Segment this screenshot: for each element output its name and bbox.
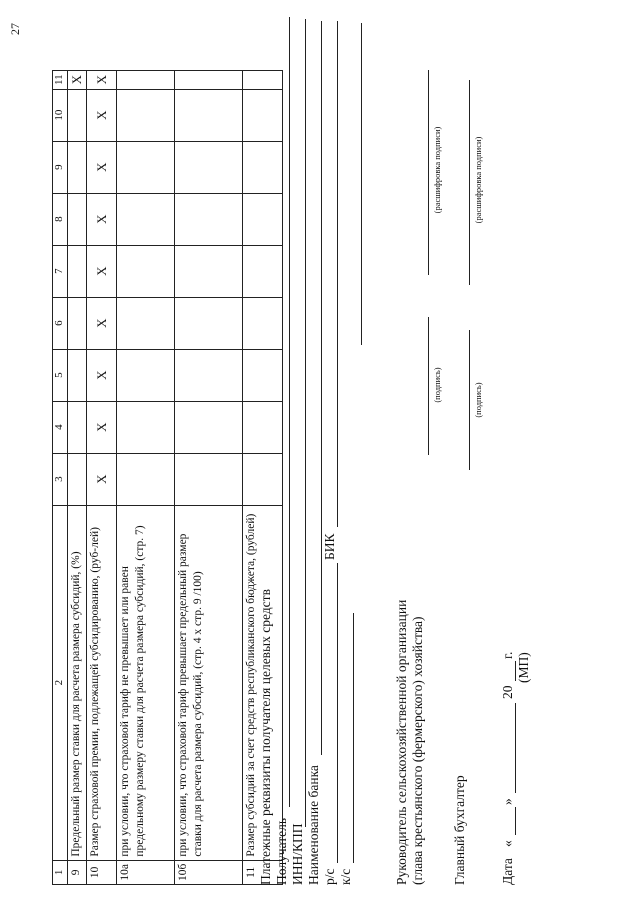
column-header: 3 (53, 453, 68, 505)
date-year-suffix: г. (500, 651, 515, 659)
settlement-account-label: р/с (322, 868, 337, 885)
chief-accountant-label: Главный бухгалтер (452, 775, 467, 885)
table-cell (243, 70, 283, 89)
date-month-line (515, 703, 516, 793)
head-decoding-line (428, 70, 429, 275)
table-cell (68, 401, 87, 453)
table-cell (68, 193, 87, 245)
bik-label: БИК (322, 533, 337, 560)
table-cell (68, 141, 87, 193)
stamp-placeholder: (МП) (516, 652, 531, 683)
table-cell (243, 193, 283, 245)
table-cell (117, 401, 175, 453)
table-cell: X (87, 193, 117, 245)
table-cell (117, 297, 175, 349)
date-close-quote: » (500, 798, 515, 805)
requisites-heading: Платежные реквизиты получателя целевых средств (258, 589, 273, 885)
column-header: 11 (53, 70, 68, 89)
head-decoding-caption: (расшифровка подписи) (432, 126, 442, 214)
table-row (175, 70, 243, 884)
recipient-label: Получатель (274, 817, 289, 885)
row-label: Размер субсидий за счет средств республиканского бюджета, (рублей) (243, 505, 283, 860)
table-cell (117, 453, 175, 505)
date-open-quote: « (500, 840, 515, 847)
column-header: 6 (53, 297, 68, 349)
table-cell (175, 453, 243, 505)
table-cell (175, 297, 243, 349)
inn-kpp-label: ИНН/КПП (290, 823, 305, 885)
row-number: 9 (68, 860, 87, 884)
table-cell (175, 70, 243, 89)
table-cell: X (87, 401, 117, 453)
head-title-line2: (глава крестьянского (фермерского) хозяйства) (410, 616, 425, 885)
head-title-line1: Руководитель сельскохозяйственной организации (394, 599, 409, 885)
correspondent-account-line-extra (361, 23, 362, 345)
table-cell (117, 141, 175, 193)
table-cell (175, 193, 243, 245)
table-cell (175, 89, 243, 141)
row-label: Предельный размер ставки для расчета размера субсидий, (%) (68, 505, 87, 860)
table-cell (243, 401, 283, 453)
bank-name-label: Наименование банка (306, 765, 321, 885)
subsidy-calculation-table (52, 70, 283, 885)
table-cell (175, 401, 243, 453)
column-header: 4 (53, 401, 68, 453)
table-cell (68, 453, 87, 505)
table-row (117, 70, 175, 884)
row-number: 10б (175, 860, 243, 884)
accountant-signature-caption: (подпись) (473, 382, 483, 418)
row-number: 10а (117, 860, 175, 884)
table-cell: X (87, 453, 117, 505)
table-cell (117, 89, 175, 141)
bank-name-line (321, 21, 322, 755)
table-cell (68, 297, 87, 349)
page-number: 27 (8, 23, 22, 35)
table-cell: X (87, 349, 117, 401)
row-label: Размер страховой премии, подлежащей субсидированию, (руб-лей) (87, 505, 117, 860)
correspondent-account-label: к/с (338, 868, 353, 885)
table-cell (68, 89, 87, 141)
head-signature-caption: (подпись) (432, 367, 442, 403)
date-day-line (515, 807, 516, 835)
table-cell (68, 349, 87, 401)
row-label: при условии, что страховой тариф превышает предельный размер ставки для расчета размера субсидий, (стр. 4 x стр. 9 /100) (175, 505, 243, 860)
table-cell (175, 141, 243, 193)
row-number: 10 (87, 860, 117, 884)
accountant-signature-line (469, 330, 470, 470)
table-cell: X (87, 245, 117, 297)
table-cell (243, 297, 283, 349)
column-header: 8 (53, 193, 68, 245)
recipient-line (289, 17, 290, 807)
table-cell (117, 349, 175, 401)
table-cell: X (68, 70, 87, 89)
table-cell (243, 141, 283, 193)
row-number: 11 (243, 860, 283, 884)
column-header: 1 (53, 860, 68, 884)
accountant-decoding-line (469, 80, 470, 285)
table-cell (117, 245, 175, 297)
table-cell (243, 453, 283, 505)
table-cell (175, 349, 243, 401)
table-row (87, 70, 117, 884)
table-cell (243, 245, 283, 297)
table-cell (117, 193, 175, 245)
head-signature-line (428, 317, 429, 455)
row-label: при условии, что страховой тариф не превышает или равен предельному размеру ставки для расчета размера субсидий, (стр. 7) (117, 505, 175, 860)
settlement-account-line (337, 563, 338, 863)
date-label: Дата (500, 858, 515, 885)
table-cell (175, 245, 243, 297)
date-year-prefix: 20 (500, 685, 515, 699)
column-header: 2 (53, 505, 68, 860)
column-header: 9 (53, 141, 68, 193)
bik-line (337, 21, 338, 527)
table-cell: X (87, 141, 117, 193)
table-cell: X (87, 89, 117, 141)
table-header-row (53, 70, 68, 884)
table-cell (68, 245, 87, 297)
column-header: 7 (53, 245, 68, 297)
table-cell (117, 70, 175, 89)
table-cell (243, 89, 283, 141)
inn-kpp-line (305, 19, 306, 827)
table-cell: X (87, 70, 117, 89)
correspondent-account-line (353, 613, 354, 863)
table-cell (243, 349, 283, 401)
accountant-decoding-caption: (расшифровка подписи) (473, 136, 483, 224)
column-header: 10 (53, 89, 68, 141)
table-cell: X (87, 297, 117, 349)
column-header: 5 (53, 349, 68, 401)
table-row (68, 70, 87, 884)
